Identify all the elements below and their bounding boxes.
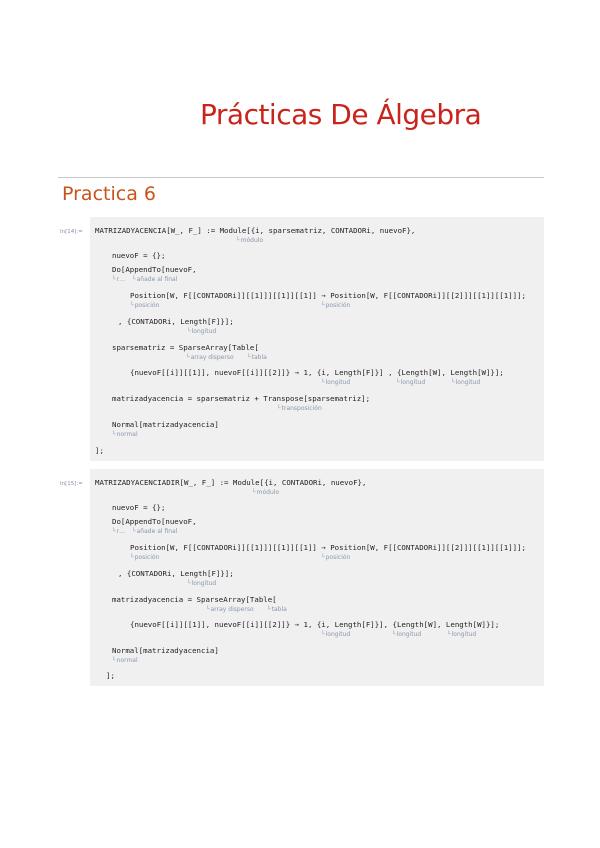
annotation: └ normal xyxy=(112,431,138,438)
code-line: matrizadyacencia = sparsematriz + Transpose[sparsematriz]; xyxy=(112,394,371,403)
code-line: matrizadyacencia = SparseArray[Table[ xyxy=(112,595,277,604)
code-line: , {CONTADORi, Length[F]}]; xyxy=(118,569,234,578)
annotation: └ longitud xyxy=(321,631,350,638)
annotation: └ longitud xyxy=(447,631,476,638)
code-line: nuevoF = {}; xyxy=(112,251,166,260)
code-line: ]; xyxy=(95,446,104,455)
annotation: └ r… xyxy=(112,528,125,535)
annotation: └ longitud xyxy=(187,580,216,587)
page-title: Prácticas De Álgebra xyxy=(200,98,482,131)
code-line: nuevoF = {}; xyxy=(112,503,166,512)
code-line: Normal[matrizadyacencia] xyxy=(112,420,219,429)
annotation: └ módulo xyxy=(252,489,279,496)
annotation: └ longitud xyxy=(392,631,421,638)
code-line: {nuevoF[[i]][[1]], nuevoF[[i]][[2]]} → 1, {i, Length[F]}], {Length[W], Length[W]}]; xyxy=(130,620,500,629)
annotation: └ tabla xyxy=(267,606,287,613)
annotation: └ transposición xyxy=(277,405,322,412)
annotation: └ longitud xyxy=(187,328,216,335)
annotation: └ posición xyxy=(130,302,159,309)
code-line: ]; xyxy=(106,671,115,680)
annotation: └ r… xyxy=(112,276,125,283)
annotation: └ tabla xyxy=(247,354,267,361)
code-line: , {CONTADORi, Length[F]}]; xyxy=(118,317,234,326)
annotation: └ posición xyxy=(321,302,350,309)
annotation: └ array disperso xyxy=(206,606,254,613)
section-heading: Practica 6 xyxy=(62,183,156,205)
annotation: └ posición xyxy=(321,554,350,561)
code-cell[interactable] xyxy=(90,217,544,461)
input-label: In[15]:= xyxy=(60,481,83,487)
annotation: └ módulo xyxy=(236,237,263,244)
annotation: └ añade al final xyxy=(132,276,177,283)
section-divider xyxy=(58,177,544,178)
code-line: Normal[matrizadyacencia] xyxy=(112,646,219,655)
code-line: Do[AppendTo[nuevoF, xyxy=(112,265,197,274)
annotation: └ longitud xyxy=(321,379,350,386)
code-line: Position[W, F[[CONTADORi]][[1]]][[1]][[1]] → Position[W, F[[CONTADORi]][[2]]][[1]][[1]]]; xyxy=(130,291,527,300)
annotation: └ longitud xyxy=(396,379,425,386)
annotation: └ normal xyxy=(112,657,138,664)
annotation: └ posición xyxy=(130,554,159,561)
code-cell[interactable] xyxy=(90,469,544,686)
input-label: In[14]:= xyxy=(60,229,83,235)
code-line: Position[W, F[[CONTADORi]][[1]]][[1]][[1]] → Position[W, F[[CONTADORi]][[2]]][[1]][[1]]]; xyxy=(130,543,527,552)
code-line: sparsematriz = SparseArray[Table[ xyxy=(112,343,259,352)
code-line: MATRIZADYACENCIA[W_, F_] := Module[{i, sparsematriz, CONTADORi, nuevoF}, xyxy=(95,226,416,235)
annotation: └ longitud xyxy=(451,379,480,386)
annotation: └ array disperso xyxy=(186,354,234,361)
annotation: └ añade al final xyxy=(132,528,177,535)
code-line: Do[AppendTo[nuevoF, xyxy=(112,517,197,526)
code-line: MATRIZADYACENCIADIR[W_, F_] := Module[{i, CONTADORi, nuevoF}, xyxy=(95,478,367,487)
code-line: {nuevoF[[i]][[1]], nuevoF[[i]][[2]]} → 1, {i, Length[F]}] , {Length[W], Length[W]}]; xyxy=(130,368,504,377)
